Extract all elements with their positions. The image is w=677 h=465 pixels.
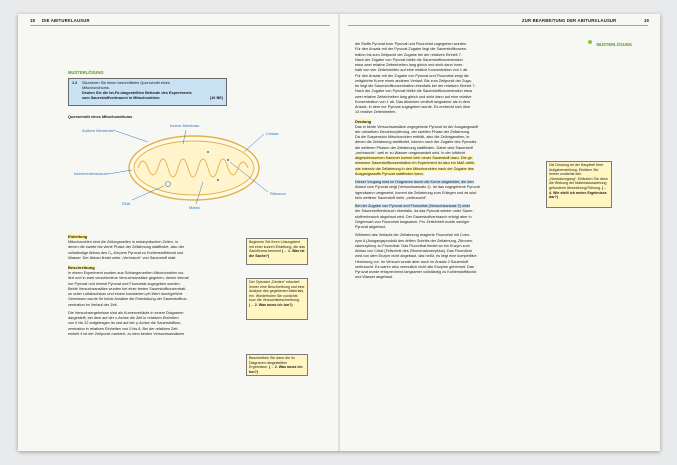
para1-line: die Stoffe Pyruvat bzw. Pyruvat und Fluorcetat zugegeben wurden. <box>355 42 468 46</box>
beschreibung-line: einheit 4 ist der Zeitpunkt markiert, zu dem beiden Versuchsansätzen <box>68 331 185 336</box>
task-line-3: Deuten Sie die Ist-Fa dargestellten Befunde des Experiments <box>82 91 192 95</box>
check-circle-icon <box>588 40 592 44</box>
beschreibung-line: zentration in relativen Einheiten von 0 bis 8. Bei der relativen Zeit- <box>68 326 179 331</box>
deutung-heading: Deutung <box>355 118 372 124</box>
deutung-a-line: Das in beide Versuchsansätze zugegebene Pyruvat ist der Ausgangsstoff <box>355 124 479 129</box>
einleitung-line: denen die zweite bis vierte Phase der Zellatmung stattfindet, also der <box>68 245 185 250</box>
deutung-d-line: Abbau von Citrat (Teilschritt des Zitronensäurezyklus). Das Fluorcitrat <box>355 249 472 253</box>
para1-line: Nach der Zugabe von Pyruvat bleibt die Sauerstoffkonzentration <box>355 57 463 62</box>
label-intermembrane-space: Intermembranraum <box>74 171 109 176</box>
label-ribosomes: Ribosom <box>270 191 286 196</box>
deutung-c-line: stoffverbrauch abgebaut wird. Der Sauerstoffverbrauch erfolgt aber in <box>355 214 472 219</box>
deutung-b-line: Ablauf vom Pyruvat zeigt (Versuchsansatz 1). Ist das zugegebene Pyruvat <box>355 185 480 190</box>
figure-title: Querschnitt eines Mitochondriums <box>68 114 133 119</box>
task-number: 1.2 <box>72 81 78 85</box>
deutung-d-line: verbraucht. Es waren also vermutlich nicht alle Enzyme gehemmt. Das <box>355 264 474 269</box>
deutung-c-line: Pyruvat abgebaut. <box>355 225 386 229</box>
label-cristae: Cristae <box>266 131 279 136</box>
deutung-d-line: säurezyklus) zu Fluorcitrat. Das Fluorcitrat bindet an ein Enzym zum <box>355 243 470 248</box>
task-line-2: Mitochondriums. <box>82 86 110 90</box>
deutung-d-line: wird von dem Enzym nicht abgebaut, das heißt, es liegt eine kompetitive <box>355 254 477 259</box>
deutung-b-line: irgendwann umgesetzt, kommt die Zellatmung zum Erliegen und es wird <box>355 190 477 195</box>
deutung-a-line: wie intensiv die Zellatmung in den Mitochondrien nach der Zugabe des <box>355 166 474 171</box>
margin-note-right: Die Deutung ist der Hauptteil Ihrer Aufgabenstellung. Erklären Sie immer zunächst den „Normalvorgang“. Erläutern Sie dann die Wirkung der Materialauswertung gefundene Abweichung/Störung. (→ 4. Wie stellt ich meine Ergebnisse dar?) <box>546 161 612 208</box>
deutung-a-line: „verbraucht“, weil er zu Wasser umgewandelt wird. In der luftdicht <box>355 150 466 155</box>
beschreibung-line: zentration im Verlauf der Zeit. <box>68 302 118 307</box>
beschreibung-heading: Beschreibung <box>68 265 95 270</box>
margin-note-3: Beschreiben Sie dann die im Diagramm dargestellten Ergebnisse. (→ 2. Was muss ich tun?) <box>246 354 308 376</box>
deutung-a-line: die weiteren Phasen der Zellatmung stattfinden. Dabei wird Sauerstoff <box>355 145 473 150</box>
left-header-rule <box>30 25 330 26</box>
deutung-d-line: Pyruvat wurde entsprechend langsamer vollständig zu Kohlenstoffdioxid <box>355 270 477 274</box>
deutung-c-line: Gegenwart von Fluorcetat langsamer. Pro Zeiteinheit wurde weniger <box>355 219 470 224</box>
left-page-number: 18 <box>30 18 36 23</box>
beschreibung-line: von 0 bis 22 aufgetragen ist und auf der y-Achse die Sauerstoffkon- <box>68 321 182 326</box>
label-dna: DNA <box>122 201 131 206</box>
para1-line: be liegt die Sauerstoffkonzentration ebenfalls bei der relativen Einheit 7. <box>355 84 476 88</box>
mitochondrion-figure <box>68 122 320 217</box>
para1-line: Ansatz, in dem nur Pyruvat zugegeben wurde. Es erstreckt sich über <box>355 105 471 109</box>
para1-line: etwa zwei relative Zeiteinheiten lang gleich und sinkt dann inner- <box>355 63 464 67</box>
beschreibung-line: on unter Luftabschluss und einem konstanten pH-Wert durchgeführt. <box>68 292 184 296</box>
right-section-label: MUSTERLÖSUNG <box>596 42 633 47</box>
einleitung-line: vollständige Abbau des C₆-Körpers Pyruvat zu Kohlenstoffdioxid und <box>68 250 184 255</box>
left-section-label: MUSTERLÖSUNG <box>68 70 104 75</box>
task-box <box>68 78 227 106</box>
beschreibung-line: Beide Versuchsansätze wurden bei einer festen Sauerstoffkonzentrati- <box>68 286 187 291</box>
deutung-b-line: Dieser Vorgang wird im Diagramm durch die Kurve abgebildet, die den <box>355 180 474 184</box>
einleitung-line: Mitochondrien sind die Zellorganellen in eukaryotischen Zellen, in <box>68 240 178 244</box>
para1-line: zeitgleiche Kurve einen anderen Verlauf. Bis zum Zeitpunkt der Zuga- <box>355 78 472 83</box>
beschreibung-line: In einem Experiment wurden aus Schlangenzellen Mitochondrien iso- <box>68 271 185 275</box>
right-body <box>355 42 535 281</box>
deutung-d-line: Hemmung vor. Im Versuch wurde aber auch im Ansatz 2 Sauerstoff <box>355 259 469 264</box>
deutung-a-line: Ausgangsstoffs Pyruvat stattfinden kann. <box>355 171 424 176</box>
page-gutter <box>338 14 340 451</box>
deutung-b-line: kein weiterer Sauerstoff mehr „verbraucht“. <box>355 195 428 200</box>
margin-note-2: Der Operator „Deuten“ erfordert immer eine Beschreibung und eine Analyse des gegebenen Materials, ein. Wiederholen Sie zunächst kurz die Versuchsbeschreibung. (→ 2. Was muss ich tun?) <box>246 278 308 320</box>
task-line-1: Skizzieren Sie einen beschrifteten Querschnitt eines <box>82 81 170 85</box>
einleitung-heading: Einleitung <box>68 234 88 239</box>
deutung-a-line: Da die Suspension Mitochondrien enthält, also die Zellorganellen, in <box>355 135 470 139</box>
right-running-head: ZUR BEARBEITUNG DER ABITURKLAUSUR <box>522 18 617 23</box>
label-inner-membrane: Innere Membran <box>170 123 200 128</box>
beschreibung-line: dargestellt, bei dem auf der x-Achse die Zeit in relativen Einheiten <box>68 316 179 320</box>
beschreibung-line: Gemessen wurde für beide Ansätze die Entwicklung der Sauerstoffkon- <box>68 297 188 302</box>
beschreibung-line: liert und in zwei verschiedene Versuchsansätze gegeben, denen einmal <box>68 276 189 281</box>
para1-line: tration bis zum Zeitpunkt der Zugabe bei der relativen Einheit 7. <box>355 52 462 57</box>
para1-line: Für den Ansatz mit der Pyruvat-Zugabe liegt die Sauerstoffkonzen- <box>355 47 468 52</box>
right-header-rule <box>348 25 648 26</box>
deutung-a-line: messene Sauerstoffkonzentration im Experiment ist also ein Maß dafür, <box>355 161 476 166</box>
deutung-d-line: und Wasser abgebaut. <box>355 275 394 280</box>
para1-line: Konzentration von 1 ab. Das Absinken verläuft langsamer als in dem <box>355 99 471 104</box>
task-points: (16 BE) <box>209 96 223 100</box>
einleitung-line: Wasser. Der Abbau findet unter „Verbrauch“ von Sauerstoff statt. <box>68 255 177 260</box>
deutung-d-line: zym A (Ausgangsprodukt des dritten Schritts der Zellatmung, Zitronen- <box>355 238 474 243</box>
deutung-c-line: der Sauerstoffverbrauch ebenfalls, da das Pyruvat wieder unter Sauer- <box>355 209 474 214</box>
deutung-a-line: der oxidativen Decarboxylierung, der zweiten Phase der Zellatmung. <box>355 129 471 134</box>
deutung-a-line: denen die Zellatmung stattfindet, können nach der Zugabe des Pyruvats <box>355 140 477 145</box>
para1-line: Nach der Zugabe von Pyruvat bleibt die Sauerstoffkonzentration etwa <box>355 89 472 94</box>
para1-line: 14 relative Zeiteinheiten. <box>355 110 397 115</box>
label-matrix: Matrix <box>189 205 200 210</box>
para1-line: halb von vier Zeiteinheiten auf eine relative Konzentration von 1 ab. <box>355 68 469 73</box>
right-page-number: 19 <box>644 18 650 23</box>
label-outer-membrane: Äußere Membran <box>82 128 114 133</box>
mitochondrion-drawing <box>68 122 320 217</box>
beschreibung-line: nur Pyruvat und einmal Pyruvat und Fluorcetat zugegeben wurden. <box>68 281 181 286</box>
deutung-d-line: Während des Verlaufs der Zellatmung reagierte Fluorcetat mit Coen- <box>355 233 471 238</box>
left-body <box>68 234 238 337</box>
para1-line: Für den Ansatz mit der Zugabe von Pyruvat und Fluorcetat zeigt die <box>355 73 469 78</box>
beschreibung-line: Die Versuchsergebnisse sind als Kurvenverläufe in einem Diagramm <box>68 310 184 315</box>
task-line-4: zum Sauerstoffverbrauch in Mitochondrien. <box>82 96 161 100</box>
book-spread <box>18 14 660 451</box>
margin-note-1: Beginnen Sie Ihren Lösungstext mit einer kurzen Einleitung, die das Sachthema benennt (→ 1. Was ist die Sache?) <box>246 238 308 265</box>
left-running-head: DIE ABITURKLAUSUR <box>42 18 90 23</box>
right-section-label-wrap <box>588 33 632 51</box>
para1-line: zwei relative Zeiteinheiten lang gleich und sinkt dann auf eine relative <box>355 94 472 99</box>
deutung-c-line: Bei der Zugabe von Pyruvat und Fluorcetat (Versuchsansatz 2) sinkt <box>355 204 470 208</box>
deutung-a-line: abgeschlossenen Kammer kommt kein neuer Sauerstoff dazu. Die ge- <box>355 156 474 160</box>
